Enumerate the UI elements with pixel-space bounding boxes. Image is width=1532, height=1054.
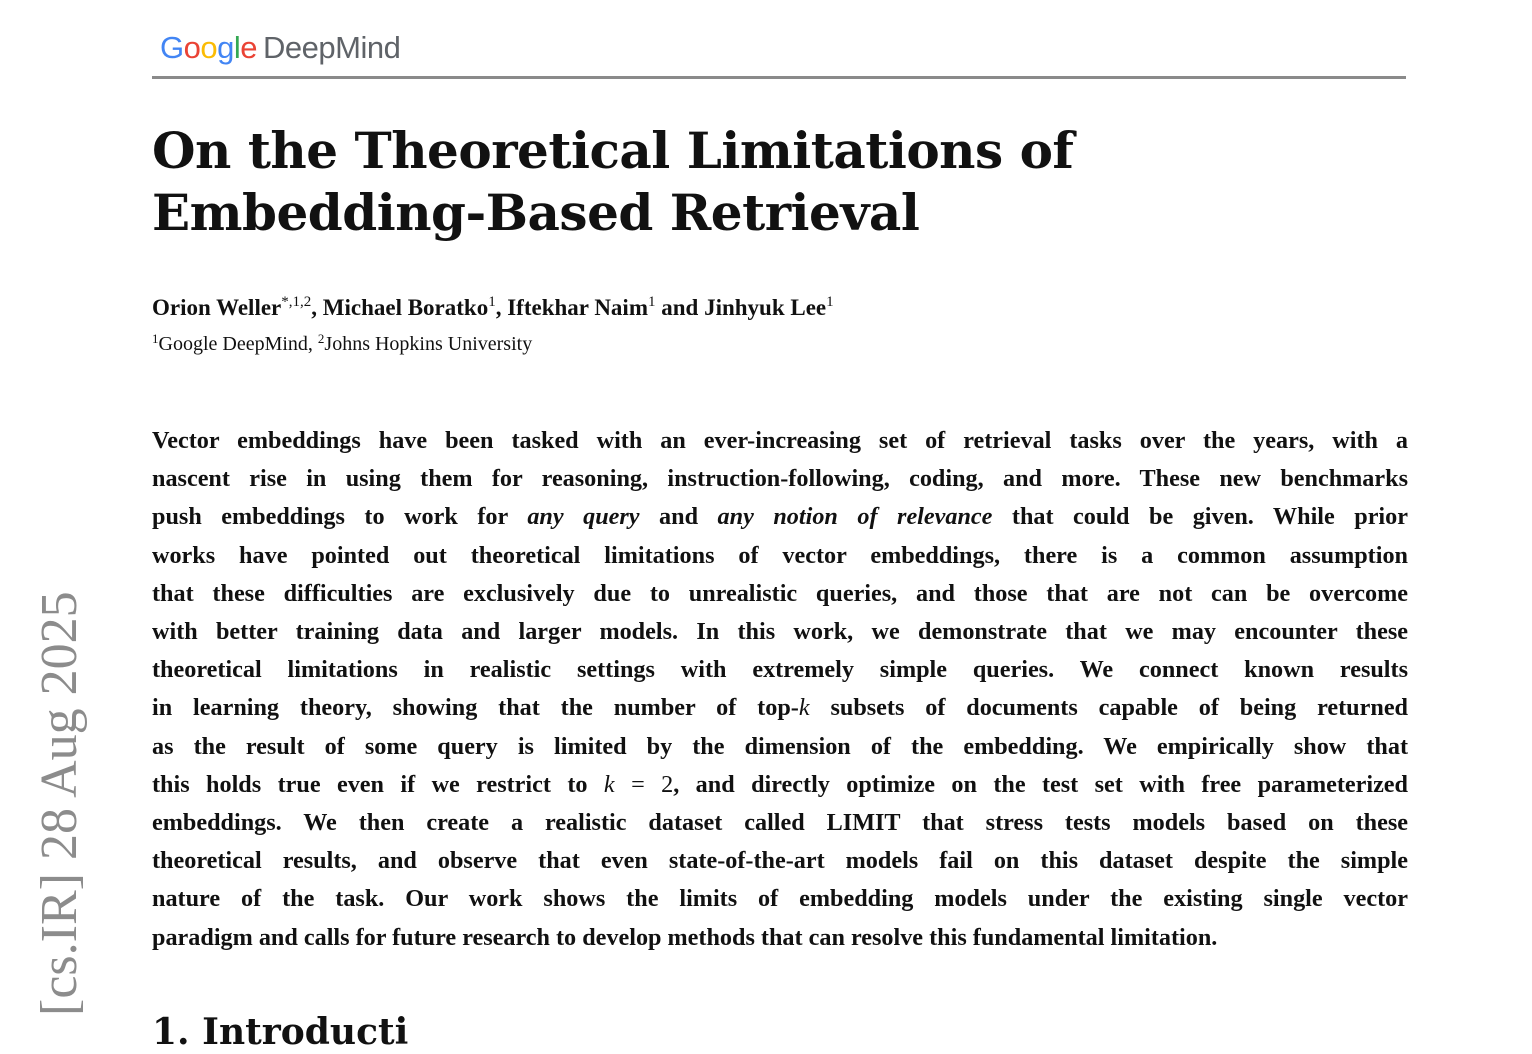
arxiv-stamp: [cs.IR] 28 Aug 2025 [31, 591, 88, 1016]
author-marks: *,1,2 [281, 294, 312, 310]
abstract-emphasis: any notion of relevance [717, 503, 993, 531]
logo-letter: o [200, 30, 218, 65]
header-rule [152, 76, 1406, 79]
author-name: Orion Weller [152, 295, 282, 320]
abstract-line [152, 766, 1408, 804]
author-marks: 1 [647, 294, 656, 310]
abstract-text: with better training data and larger models. In this work, we demonstrate that we may encounter these [152, 618, 1408, 646]
affiliation-separator: , [307, 333, 318, 355]
abstract-line [152, 575, 1408, 613]
author-list [152, 292, 834, 324]
abstract-text: nature of the task. Our work shows the limits of embedding models under the existing single vector [152, 885, 1408, 913]
abstract-line [152, 498, 1408, 536]
google-deepmind-logo [160, 28, 400, 68]
affiliation-list [152, 330, 532, 358]
abstract-text: in learning theory, showing that the number of top- [152, 694, 799, 722]
author-name: Jinhyuk Lee [704, 295, 827, 320]
section-heading: 1. Introducti [152, 1011, 409, 1053]
abstract-line [152, 880, 1408, 918]
affiliation-mark: 1 [152, 331, 159, 346]
author-name: Iftekhar Naim [507, 295, 648, 320]
abstract-text: theoretical results, and observe that even state-of-the-art models fail on this dataset despite the simple [152, 847, 1408, 875]
abstract-text: that these difficulties are exclusively due to unrealistic queries, and those that are not can be overcome [152, 579, 1408, 607]
abstract-math: k [798, 694, 810, 722]
abstract-line [152, 689, 1408, 727]
abstract-line [152, 651, 1408, 689]
abstract-line [152, 919, 1408, 957]
paper-title-line: Embedding-Based Retrieval [152, 183, 920, 242]
author-name: Michael Boratko [322, 295, 489, 320]
abstract-text: nascent rise in using them for reasoning, instruction-following, coding, and more. These new benchmarks [152, 465, 1408, 493]
abstract-line [152, 613, 1408, 651]
author-marks: 1 [826, 294, 834, 310]
abstract-line [152, 537, 1408, 575]
abstract-text: as the result of some query is limited by the dimension of the embedding. We empirically show that [152, 732, 1408, 760]
abstract-text: this holds true even if we restrict to [152, 770, 604, 798]
affiliation-name: Johns Hopkins University [324, 333, 533, 355]
logo-letter: e [240, 30, 258, 65]
abstract-text: subsets of documents capable of being returned [809, 694, 1409, 722]
abstract-text: and [639, 503, 718, 531]
logo-letter: l [233, 30, 241, 65]
abstract-line [152, 422, 1408, 460]
abstract-line [152, 460, 1408, 498]
abstract-line [152, 728, 1408, 766]
affiliation-mark: 2 [317, 331, 325, 346]
abstract-math: k [603, 770, 615, 798]
abstract-text: , and directly optimize on the test set with free parameterized [673, 770, 1408, 798]
author-separator: , [311, 295, 323, 320]
abstract-text: that could be given. While prior [992, 503, 1408, 531]
author-separator: , [495, 295, 508, 320]
abstract-line [152, 804, 1408, 842]
abstract [152, 422, 1408, 957]
abstract-text: paradigm and calls for future research to develop methods that can resolve this fundamental limitation. [152, 923, 1218, 951]
abstract-emphasis: any query [527, 503, 640, 531]
abstract-math: = 2 [614, 770, 674, 798]
abstract-text: embeddings. We then create a realistic dataset called LIMIT that stress tests models based on these [152, 809, 1408, 837]
logo-deepmind-text: DeepMind [263, 30, 401, 65]
author-marks: 1 [488, 294, 496, 310]
logo-letter: G [160, 30, 184, 65]
abstract-text: push embeddings to work for [152, 503, 528, 531]
paper-title [152, 120, 1352, 244]
paper-title-line: On the Theoretical Limitations of [152, 121, 1074, 180]
abstract-line [152, 842, 1408, 880]
abstract-text: Vector embeddings have been tasked with an ever-increasing set of retrieval tasks over the years, with a [152, 427, 1408, 454]
logo-letter: o [183, 30, 201, 65]
author-and: and [655, 295, 705, 320]
affiliation-name: Google DeepMind [158, 333, 308, 355]
abstract-text: works have pointed out theoretical limitations of vector embeddings, there is a common assumption [152, 541, 1408, 569]
abstract-text: theoretical limitations in realistic settings with extremely simple queries. We connect known results [152, 656, 1408, 684]
logo-letter: g [217, 30, 234, 65]
